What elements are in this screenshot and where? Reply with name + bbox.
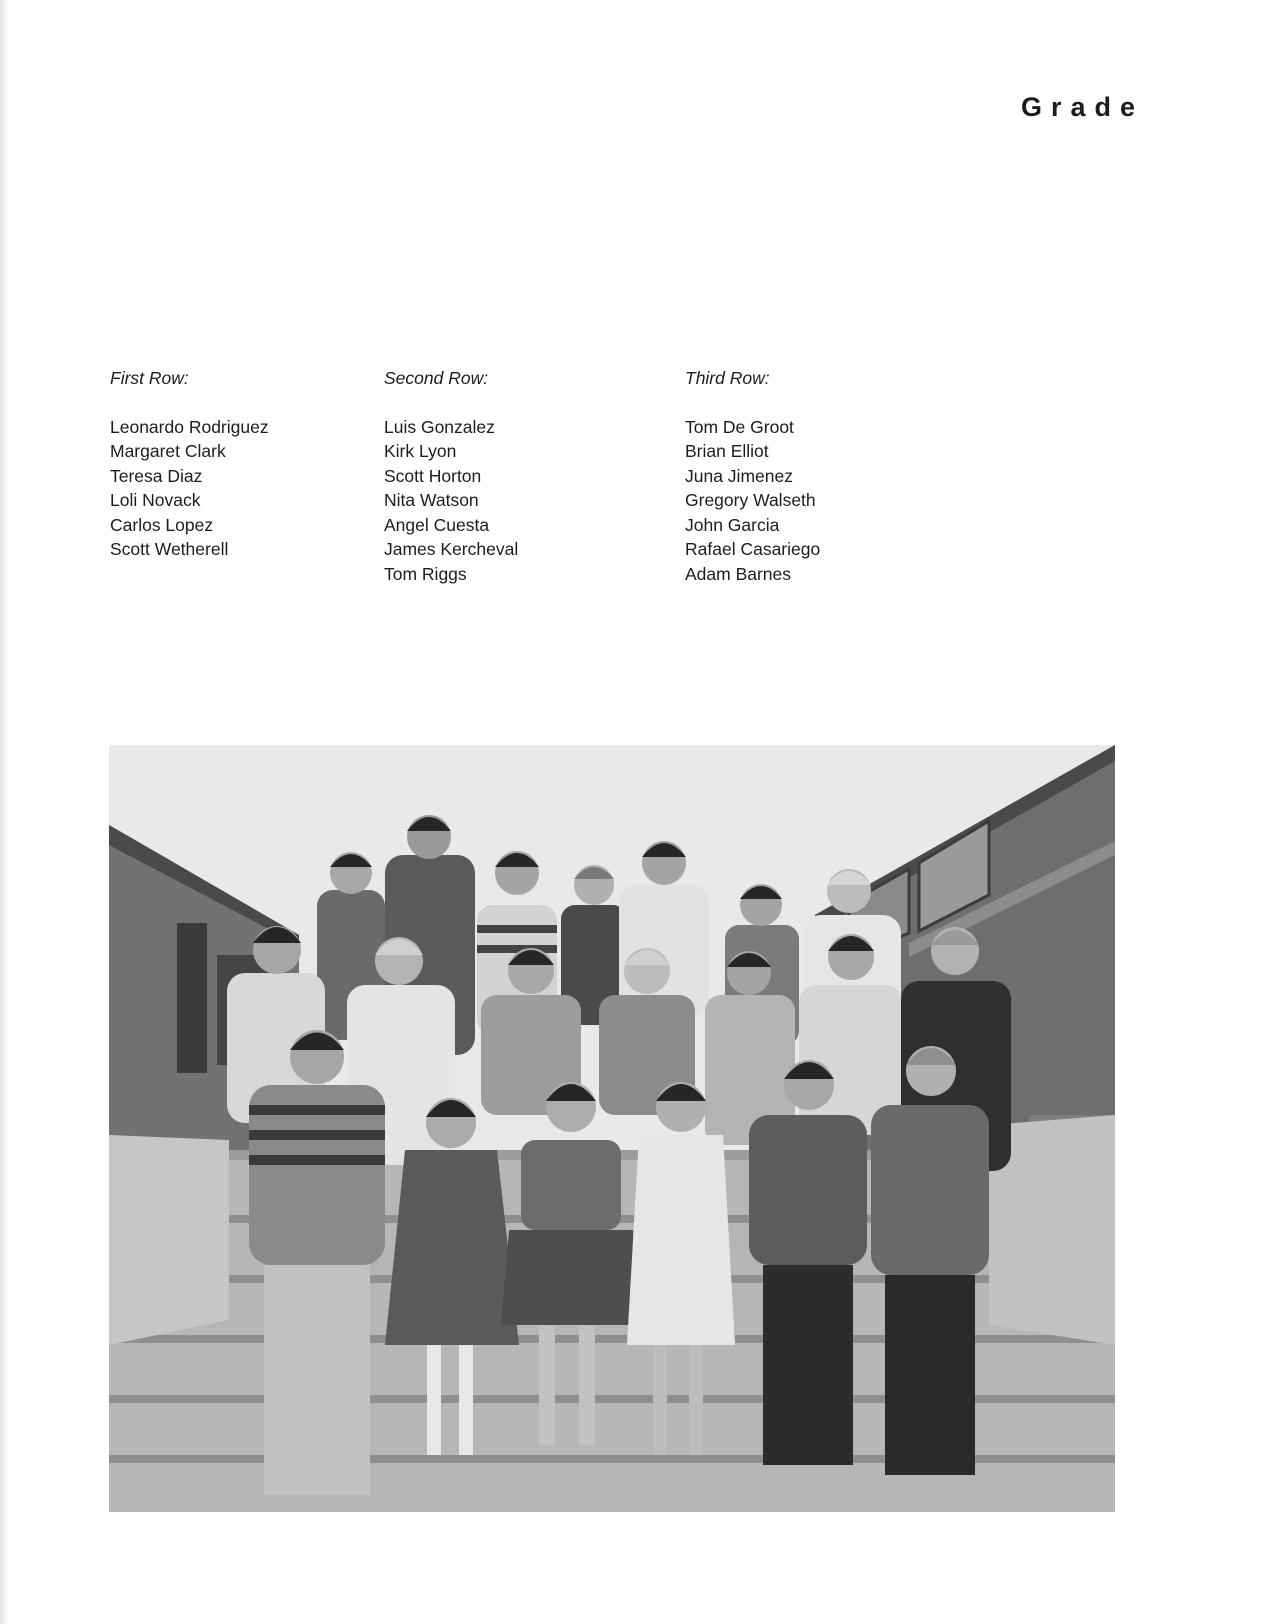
name-list — [384, 415, 518, 587]
stone-block-left — [109, 1135, 229, 1345]
left-doorway — [177, 923, 207, 1073]
roster-third-row — [685, 366, 820, 586]
student-name: Teresa Diaz — [110, 465, 203, 486]
student-name: Margaret Clark — [110, 441, 226, 461]
child — [627, 1135, 735, 1345]
student-name: Loli Novack — [110, 490, 201, 510]
student-name: Scott Horton — [384, 465, 482, 486]
roster-first-row — [110, 366, 269, 562]
child — [749, 1115, 867, 1265]
name-list — [110, 415, 269, 562]
class-photo — [109, 745, 1115, 1512]
roster-heading: Second Row: — [384, 368, 489, 388]
name-list — [685, 415, 820, 587]
student-name: Gregory Walseth — [685, 490, 816, 510]
roster-second-row — [384, 366, 518, 586]
student-name: James Kercheval — [384, 539, 519, 559]
student-name: Kirk Lyon — [384, 441, 457, 461]
roster-heading: Third Row: — [685, 368, 770, 388]
student-name: John Garcia — [685, 514, 780, 535]
student-name: Carlos Lopez — [110, 514, 214, 535]
page-title: Grade — [1020, 92, 1144, 122]
child — [385, 1150, 519, 1345]
student-name: Tom Riggs — [384, 563, 467, 584]
student-name: Tom De Groot — [685, 416, 794, 437]
student-name: Leonardo Rodriguez — [110, 416, 269, 437]
student-name: Scott Wetherell — [110, 539, 229, 559]
student-name: Angel Cuesta — [384, 514, 490, 535]
page-edge — [0, 0, 8, 1624]
child — [871, 1105, 989, 1275]
student-name: Luis Gonzalez — [384, 416, 495, 437]
class-photo-illustration — [109, 745, 1115, 1512]
student-name: Juna Jimenez — [685, 465, 793, 486]
student-name: Rafael Casariego — [685, 539, 821, 559]
roster-heading: First Row: — [110, 368, 189, 388]
child — [521, 1140, 621, 1230]
student-name: Adam Barnes — [685, 563, 792, 584]
student-name: Brian Elliot — [685, 441, 769, 461]
student-name: Nita Watson — [384, 490, 479, 510]
